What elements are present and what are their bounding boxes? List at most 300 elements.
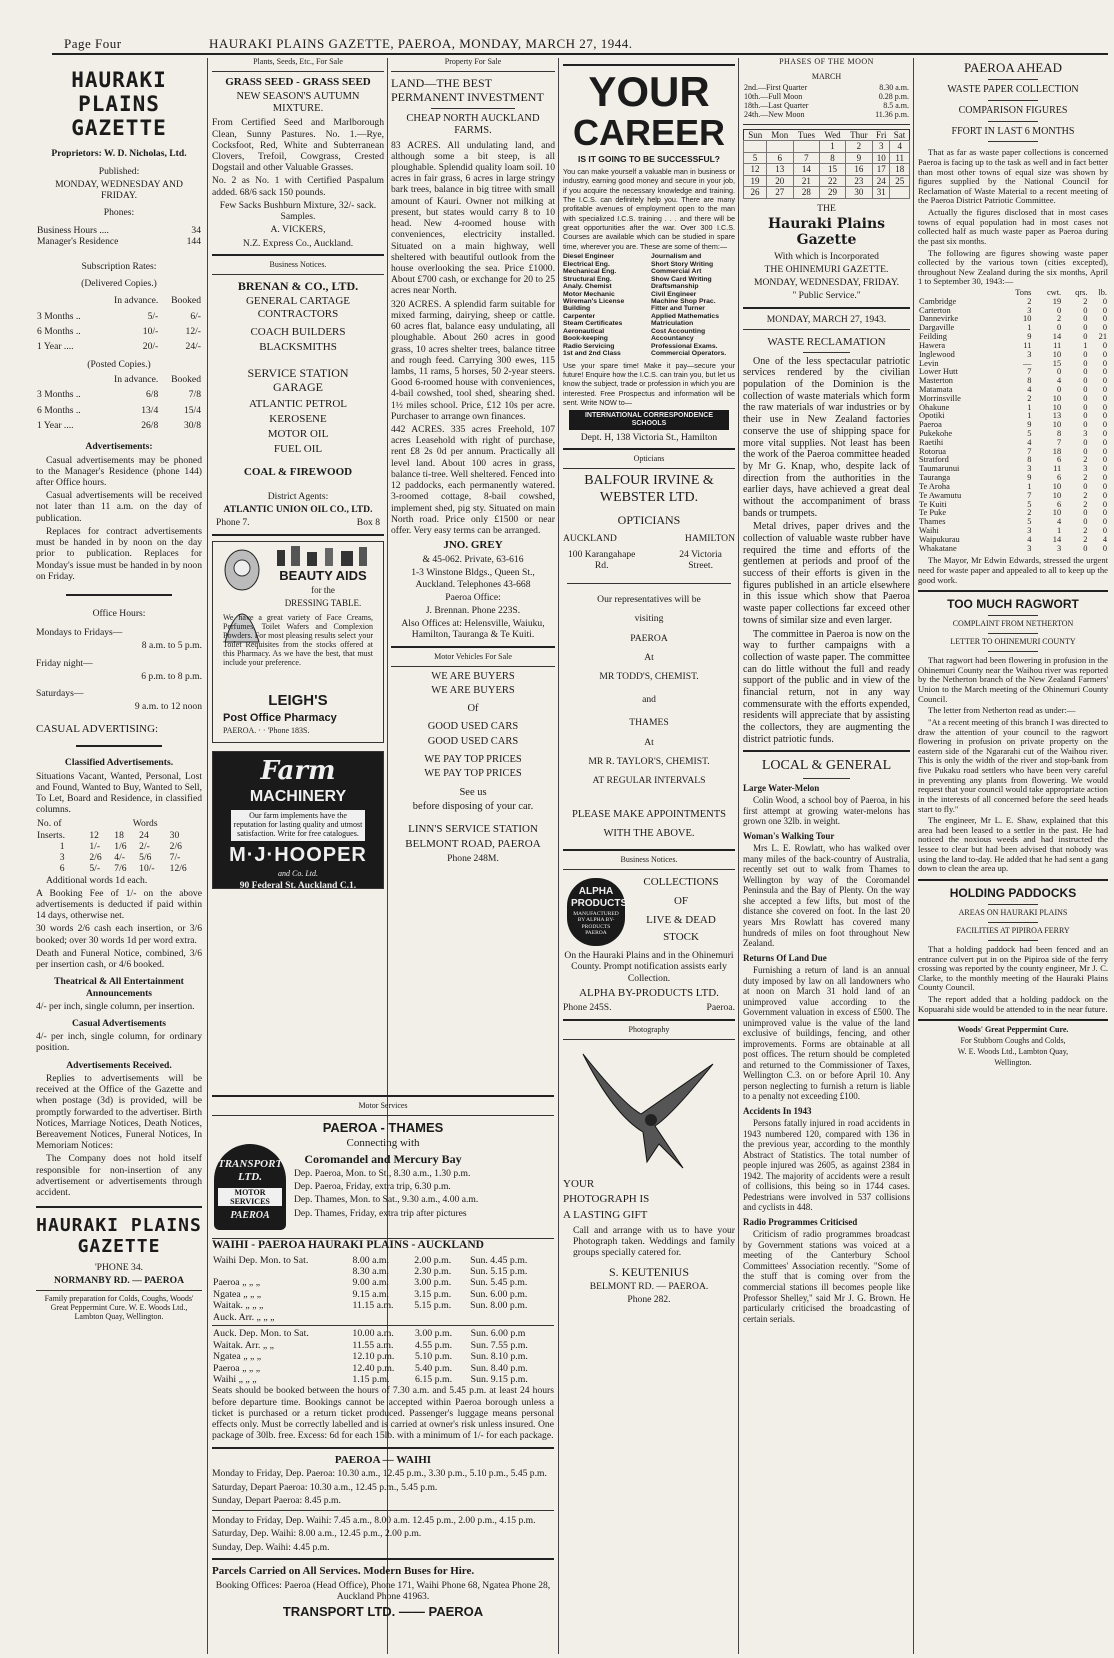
town-value: 10 [1052,420,1062,430]
course-item: Electrical Eng. [563,260,610,268]
town-value: 0 [1102,429,1107,439]
rate-cell: 10/- [142,326,159,338]
publication-days: MONDAY, WEDNESDAY, FRIDAY. [753,277,900,289]
rate-cell: 3 Months .. [37,310,81,322]
town-value: 0 [1102,517,1107,527]
classified-note: A Booking Fee of 1/- on the above advertisements is deducted if paid within 14 days, otherwise net. [36,887,202,922]
news-item-text: Furnishing a return of land is an annual duty imposed by law on all landowners who at noon on March 31 hold land of an unimproved value according to the Government valuation in excess of £500. The unimproved value is the value of the land exclusive of buildings, fencing, and other improvements. Forms are obtainable at all post offices. The return should be completed and returned to the Commissioner of Taxes, Wellington C.3. on or before April 10. Any person neglecting to furnish a return is liable to a penalty not exceeding £100. [743,965,910,1102]
town-value: 0 [1083,446,1088,456]
course-item: Commercial Art [651,268,702,276]
divider [988,79,1038,80]
tt-cell: Sun. 7.55 p.m. [470,1339,528,1351]
town-name: Paeroa [919,420,942,430]
alpha-badge-text: ALPHA PRODUCTS [571,886,628,909]
advertisements-title: Advertisements: [85,441,153,453]
divider [212,1095,554,1097]
town-value: 9 [1027,420,1032,430]
insert-head: 30 [169,829,180,841]
town-name: Hawera [919,340,946,350]
calendar-date: 12 [744,164,767,176]
company-disclaimer: The Company does not hold itself responsible for non-insertion of any advertisement or advertisements through accident. [36,1153,202,1199]
town-value: 0 [1083,305,1088,315]
divider [212,1510,554,1511]
course-item: Analy. Chemist [563,283,612,291]
town-value: 2 [1027,508,1032,518]
section-motor-vehicles: Motor Vehicles For Sale [434,651,512,661]
rate-row [36,339,202,354]
timetable-inbound [212,1328,554,1385]
grass-seed-heading: GRASS SEED - GRASS SEED [225,75,371,88]
town-value: 5 [1027,517,1032,527]
course-item: Book-keeping [563,335,608,343]
town-value: 3 [1027,464,1032,474]
town-value: 0 [1102,437,1107,447]
woods-ad: W. E. Woods Ltd., Lambton Quay, [957,1047,1069,1057]
section-motor-services: Motor Services [358,1101,408,1110]
tt-cell: 5.40 p.m. [415,1362,453,1374]
divider [988,940,1038,941]
town-value: 6 [1056,455,1062,465]
town-value: 8 [1027,455,1032,465]
keutenius-name: S. KEUTENIUS [609,1264,689,1279]
town-value: 0 [1056,384,1062,394]
town-value: 8 [1056,429,1062,439]
town-value: 0 [1102,393,1107,403]
table-col-head: cwt. [1046,288,1062,298]
town-name: Te Awamutu [919,490,962,500]
town-value: 0 [1083,393,1088,403]
town-value: 0 [1102,473,1107,483]
alpha-badge-text: MANUFACTURED BY ALPHA BY-PRODUCTS PAEROA [573,911,619,936]
tt-cell: 5.10 p.m. [415,1351,453,1363]
delivered-rates-table [36,293,202,354]
divider [563,448,735,450]
timetable-row [212,1277,554,1288]
calendar-body [744,141,910,199]
casual-advertising-title: CASUAL ADVERTISING: [36,722,159,735]
classified-note: 30 words 2/6 cash each insertion, or 3/6 booked; over 30 words 1d per word extra. [36,923,202,946]
ads-paragraph: Casual advertisements may be phoned to the Manager's Residence (phone 144) after Office hours. [36,454,202,489]
brenan-name: BRENAN & CO., LTD. [237,278,359,293]
calendar-head [744,129,910,141]
town-value: 0 [1102,420,1107,430]
town-value: 5 [1027,499,1032,509]
tt-cell: 12.10 p.m. [352,1351,395,1363]
town-value: 0 [1102,349,1107,359]
land-heading: LAND—THE BEST PERMANENT INVESTMENT [391,75,544,104]
town-value: 2 [1027,296,1032,306]
calendar-day-name: Thur [850,129,868,140]
tt-cell: 2.30 p.m. [414,1265,452,1277]
insert-cell: 5/6 [139,852,152,864]
tt-cell: Sun. 8.10 p.m. [470,1351,528,1363]
town-value: 2 [1083,455,1088,465]
timetable-row [212,1266,554,1277]
tt-cell: 3.00 p.m. [415,1328,453,1340]
office-day: Mondays to Fridays— [36,627,123,639]
insert-cell: 2/6 [89,852,102,864]
linns-phone: Phone 248M. [447,852,499,864]
town-value: 0 [1083,481,1088,491]
section-business-notices: Business Notices. [269,259,327,269]
swallow-illustration [563,1044,733,1174]
divider [36,1290,202,1291]
calendar-date: 21 [793,175,820,187]
divider [212,534,384,536]
town-value: 10 [1052,508,1062,518]
tt-cell: Waitak. Arr. „ „ [213,1339,274,1351]
tt-cell: 11.55 a.m. [352,1339,394,1351]
phones-table [36,225,202,247]
table-row [918,439,1108,448]
town-value: 0 [1102,296,1107,306]
visit-line: PAEROA [630,632,668,644]
divider [563,1019,735,1021]
motto: " Public Service." [792,290,861,302]
holding-sub: FACILITIES AT PIPIROA FERRY [956,925,1070,935]
service-station-heading: SERVICE STATION GARAGE [247,366,349,395]
calendar-date: 30 [845,187,872,199]
motor-line: WE ARE BUYERS [431,684,515,696]
town-name: Rotorua [919,446,946,456]
moon-title: PHASES OF THE MOON [779,58,874,66]
phone-label: Manager's Residence [37,235,119,247]
town-name: Tauranga [919,473,951,483]
tt-cell: 8.30 a.m. [352,1265,389,1277]
page-header-title: HAURAKI PLAINS GAZETTE, PAEROA, MONDAY, MARCH 27, 1944. [209,36,633,51]
town-value: 0 [1102,367,1107,377]
logo-text: MOTOR SERVICES [218,1188,282,1207]
town-value: 4 [1102,534,1107,544]
course-item: Radio Servicing [563,342,615,350]
town-value: 2 [1083,490,1088,500]
career-text: You can make yourself a valuable man in business or industry, earning good money and secure in your job, if you acquire the necessary knowledge and training. The I.C.S. can definitely help you. There are many profitable avenues of employment open to the man with specialized I.C.S. training . . . and there will be great opportunities after the war. Over 300 I.C.S. Courses are available which can be studied in spare time, wherever you are. These are some of them:— [563,166,735,251]
grey-line: & 45-062. Private, 63-616 [422,554,524,566]
motor-line: WE ARE BUYERS [431,670,515,682]
divider [391,666,555,667]
transport-logo [214,1144,286,1230]
town-value: 14 [1052,534,1062,544]
town-name: Stratford [919,455,949,465]
town-value: 3 [1027,543,1032,553]
visit-line: visiting [634,613,664,625]
divider [563,1039,735,1040]
calendar-date: 18 [890,164,910,176]
tt-cell [212,1266,352,1277]
section-photography: Photography [628,1024,670,1034]
tt-cell: Ngatea „ „ „ [213,1351,262,1363]
received-text: Replies to advertisements will be received at the Office of the Gazette and when postage (3d) is provided, will be promptly forwarded to the advertiser. Birth Notices, Marriage Notices, Death Notices, Bereavement Notices, Funeral Notices, In Memoriam Notices: [36,1072,202,1152]
gazette-nameplate: HAURAKI PLAINS GAZETTE [71,68,167,141]
town-value: 7 [1027,446,1032,456]
course-item: Steam Certificates [563,320,623,328]
rate-cell: 7/8 [188,389,201,401]
paeroa-thames-heading: PAEROA - THAMES [322,1119,444,1135]
divider [563,64,735,66]
thames-departures [294,1168,552,1221]
town-name: Pukekohe [919,429,953,439]
town-name: Lower Hutt [919,367,958,377]
calendar-week [744,187,910,199]
logo-text: PAEROA [230,1210,270,1222]
town-name: Thames [919,517,946,527]
column-divider [207,58,208,1654]
tt-cell: 11.15 a.m. [352,1300,394,1312]
insert-head: Inserts. [37,829,65,841]
tt-cell: Sun. 8.40 p.m. [470,1362,528,1374]
course-item: Diesel Engineer [563,253,614,261]
moon-month: MARCH [811,71,842,81]
insert-cell: 7/6 [114,863,127,875]
tt-cell: Sun. 6.00 p.m [470,1328,526,1340]
brenan-line: BLACKSMITHS [259,341,337,354]
collections-line: COLLECTIONS [643,876,719,889]
moon-phase: 2nd.—First Quarter [744,82,808,92]
optician-addresses [563,549,735,573]
rate-cell: 26/8 [141,420,159,432]
office-hours-title: Office Hours: [92,607,146,619]
course-item: Accountancy [651,335,694,343]
calendar-date [744,141,767,153]
calendar-date: 7 [793,152,820,164]
editorial-paragraph: One of the less spectacular patriotic services rendered by the civilian population of the Dominion is the collection of waste materials which form the raw materials of war industries or by their use in New Zealand factories conserve the use of shipping space for more vital supplies. Not least has been the work of the Paeroa committee headed by Mr G. Knap, who, despite lack of direction from the authorities in the earlier days, have achieved a great deal without the accompaniment of brass bands or trumpets. [743,355,910,519]
calendar-day-name: Tues [797,129,816,140]
linns-service-station: LINN'S SERVICE STATION [408,823,538,836]
visit-line: At [644,651,654,663]
tt-cell: Sun. 5.15 p.m. [470,1265,528,1277]
rate-cell: 24/- [185,341,201,353]
divider [743,329,910,330]
town-name: Matamata [919,384,953,394]
coromandel-mercury: Coromandel and Mercury Bay [304,1152,462,1167]
departure-line: Dep. Paeroa, Friday, extra trip, 6.30 p.m. [294,1181,451,1193]
keutenius-address: BELMONT RD. — PAEROA. [589,1280,709,1292]
posted-label: (Posted Copies.) [87,358,151,370]
posted-rates-table [36,372,202,433]
fuel-line: KEROSENE [269,413,327,426]
course-item: Civil Engineer [651,290,697,298]
town-name: Ohakune [919,402,950,412]
course-item: Structural Eng. [563,275,612,283]
insert-cell: 1 [59,840,65,852]
ads-paragraph: Casual advertisements will be received not later than 11 a.m. on the day of publication. [36,490,202,524]
calendar-date: 9 [845,152,872,164]
fuel-line: FUEL OIL [273,442,323,455]
divider [212,71,384,72]
footer-address: NORMANBY RD. — PAEROA [53,1274,185,1286]
grey-line: Also Offices at: Helensville, Waiuku, Hamilton, Tauranga & Te Kuiti. [401,618,545,641]
classified-title: Classified Advertisements. [64,757,174,769]
table-row [918,509,1108,518]
column-editorial [743,58,910,1654]
insert-row [36,841,202,852]
course-item: Short Story Writing [651,260,714,268]
insert-cell: 1/6 [114,840,127,852]
visit-line: MR R. TAYLOR'S, CHEMIST. [588,755,710,767]
course-item: Journalism and [651,253,702,261]
divider [36,1206,202,1208]
town-value: 11 [1053,464,1062,474]
column-divider [558,58,559,1654]
page-header [64,36,1104,50]
beauty-aids-heading: BEAUTY AIDS [279,568,367,583]
town-value: 0 [1102,340,1107,350]
alpha-badge [567,878,628,946]
ragwort-heading: TOO MUCH RAGWORT [947,597,1079,612]
pw-line: Saturday, Dep. Waihi: 8.00 a.m., 12.45 p.m., 2.00 p.m. [212,1528,422,1540]
family-remedy-ad: Family preparation for Colds, Coughs, Woods' Great Peppermint Cure. W. E. Woods Ltd., Lambton Quay, Wellington. [44,1294,194,1321]
divider [212,1558,554,1560]
tt-cell: Waitak. „ „ „ [213,1300,264,1312]
office-day: Saturdays— [36,688,84,700]
town-value: 7 [1027,367,1032,377]
calendar-date: 1 [820,141,845,153]
classified-text: Situations Vacant, Wanted, Personal, Lost and Found, Wanted to Buy, Wanted to Sell, To Let, Board and Residence, in classified columns. [36,770,202,816]
delivered-label: (Delivered Copies.) [81,278,157,290]
town-value: 0 [1083,358,1088,368]
calendar-date: 10 [872,152,889,164]
alpha-contact [563,1002,735,1014]
leighs-name: LEIGH'S [268,692,328,709]
course-item: Professional Exams. [651,342,718,350]
calendar-date: 20 [767,175,794,187]
town-value: 5 [1027,429,1032,439]
tt-cell: 12.40 p.m. [352,1362,395,1374]
calendar-week [744,152,910,164]
column-property [391,58,555,1095]
land-listing: 320 ACRES. A splendid farm suitable for mixed farming, dairying, sheep or cattle. 60 acres flat, balance easy undulating, all ploughable. About 260 acres in good grass, 10 acres shelter trees, balance titree and rough feed. Carrying 300 ewes, 115 lambs, 11 rams, 5 horses, 50 2-year steers. Good 6-roomed house with conveniences, 4-bail cowshed, tool shed, shearing shed. 1½ miles school. Price, £12 10s per acre. Purchaser to arrange own finances. [391,298,555,422]
tt-cell: 4.55 p.m. [415,1339,453,1351]
pw-line: Sunday, Dep. Waihi: 4.45 p.m. [212,1541,330,1553]
ragwort-paragraph: The letter from Netherton read as under:— [928,705,1076,716]
table-row [918,501,1108,510]
divider [918,590,1108,592]
town-value: 10 [1052,393,1062,403]
table-row [918,545,1108,554]
course-item: Motor Mechanic [563,290,615,298]
vickers-name: A. VICKERS, [270,224,326,236]
tt-cell: Auck. Dep. Mon. to Sat. [213,1328,309,1340]
rate-row [36,324,202,339]
phone-text: Phone 7. [216,517,250,528]
alpha-ad-top [563,874,735,950]
divider [212,254,384,256]
calendar-date: 2 [845,141,872,153]
phone-number: 144 [186,235,201,247]
town-value: 11 [1053,340,1062,350]
ragwort-sub: LETTER TO OHINEMURI COUNTY [950,637,1076,647]
divider [212,274,384,275]
pw-line: Monday to Friday, Dep. Paeroa: 10.30 a.m., 12.45 p.m., 3.30 p.m., 5.10 p.m., 5.45 p.m. [212,1468,547,1480]
editorial-paragraph: The committee in Paeroa is now on the way to further campaigns with a collection of waste paper. The committee can do little without the full and ready support of the public and in view of the financial return, not in any way commensurate with the efforts expended, residents will appreciate that by assisting the collectors, they are augmenting the district patriotic funds. [743,628,910,745]
logo-text: TRANSPORT LTD. [218,1158,283,1183]
published-label: Published: [98,165,140,177]
moon-time: 8.30 a.m. [879,82,909,92]
rate-cell: 30/8 [183,420,201,432]
town-name: Waipukurau [919,534,960,544]
visit-line: AT REGULAR INTERVALS [592,775,706,787]
published-days: MONDAY, WEDNESDAY AND FRIDAY. [55,178,183,202]
holding-paddocks-heading: HOLDING PADDOCKS [949,885,1077,900]
balfour-irvine-webster: BALFOUR IRVINE & WEBSTER LTD. [584,473,714,505]
town-value: 0 [1083,543,1088,553]
tt-cell: 5.15 p.m. [414,1300,452,1312]
comparison-sub: COMPARISON FIGURES [958,104,1068,116]
town-value: 1 [1027,402,1032,412]
insert-cell: 12/6 [169,863,187,875]
town-value: 0 [1083,508,1088,518]
ragwort-paragraph: "At a recent meeting of this branch I was directed to draw the attention of your council to the ragwort flowering in profusion on private property on the eastern side of the Ngararahi cut of the Waihou river. This is only the width of the river and stop-bank from five Pukaku road settlers who have been very careful in preventing any plants from flowering. We would request that your council would take appropriate action in the interests of all concerned before the seed heads start to fly." [918,716,1108,814]
town-value: 6 [1056,473,1062,483]
tt-cell: 2.00 p.m. [414,1254,452,1266]
contact-line [212,517,384,529]
visit-line: At [644,736,654,748]
town-value: 9 [1027,332,1032,342]
theatrical-title: Theatrical & All Entertainment Announcements [54,976,184,999]
calendar-day-name: Mon [771,129,789,140]
town-value: 10 [1052,481,1062,491]
ohinemuri-gazette: THE OHINEMURI GAZETTE. [764,264,889,275]
town-value: 4 [1027,384,1032,394]
town-value: 3 [1027,305,1032,315]
collections-line: LIVE & DEAD [646,913,716,926]
gazette-blackletter-title: Hauraki Plains Gazette [767,216,886,249]
incorporated: With which is Incorporated [774,250,879,262]
town-value: 21 [1098,332,1107,342]
column-divider [913,58,914,1654]
course-column [563,253,647,358]
your-heading: YOUR [588,68,710,115]
insert-cell: 2/6 [169,840,182,852]
mayor-paragraph: The Mayor, Mr Edwin Edwards, stressed the urgent need for waste paper and appealed to all to keep up the good work. [918,555,1108,585]
course-column [651,253,735,358]
town-name: Raetihi [919,437,944,447]
collections-line: STOCK [663,930,699,943]
timetable-row [212,1300,554,1311]
box-text: Box 8 [356,517,380,528]
town-value: 0 [1083,402,1088,412]
grass-seed-sub: NEW SEASON'S AUTUMN MIXTURE. [236,90,360,115]
farm-machinery-ad [212,751,384,889]
insert-row [36,852,202,863]
visit-line: and [642,694,656,706]
office-time: 6 p.m. to 8 p.m. [141,670,202,682]
woods-ad: For Stubborn Coughs and Colds, [960,1036,1066,1046]
waste-table-body [918,298,1108,554]
town-value: 1 [1027,323,1032,333]
moon-phase: 24th.—New Moon [744,109,805,119]
town-value: 13 [1052,411,1062,421]
town-value: 10 [1052,490,1062,500]
town-value: 2 [1083,499,1088,509]
town-value: 0 [1083,367,1088,377]
town-value: 0 [1083,349,1088,359]
alpha-text: On the Hauraki Plains and in the Ohinemuri County. Prompt notification assists early Collection. [564,950,734,984]
photo-heading: YOUR PHOTOGRAPH IS A LASTING GIFT [563,1177,650,1221]
town-value: 0 [1083,411,1088,421]
woods-ad: Wellington. [994,1058,1032,1068]
town-value: 0 [1083,314,1088,324]
subscription-title: Subscription Rates: [81,260,157,272]
alpha-town: Paeroa. [706,1001,735,1013]
waste-paper-table [918,289,1108,553]
calendar-date: 13 [767,164,794,176]
calendar-date: 8 [820,152,845,164]
news-item-text: Persons fatally injured in road accidents in 1943 numbered 120, compared with 136 in the previous year, according to the monthly Abstract of Statistics. The total number of people injured was 2605, as against 2384 in 1942. The majority of accidents were a result of collisions, this being so in 1744 cases. Pedestrians were involved in 537 collisions and cyclists in 448. [743,1118,910,1213]
hooper-sub: and Co. Ltd. [277,869,318,879]
divider [988,100,1038,101]
news-item-text: Colin Wood, a school boy of Paeroa, in his first attempt at growing water-melons has grown one 32lb. in weight. [743,795,910,827]
